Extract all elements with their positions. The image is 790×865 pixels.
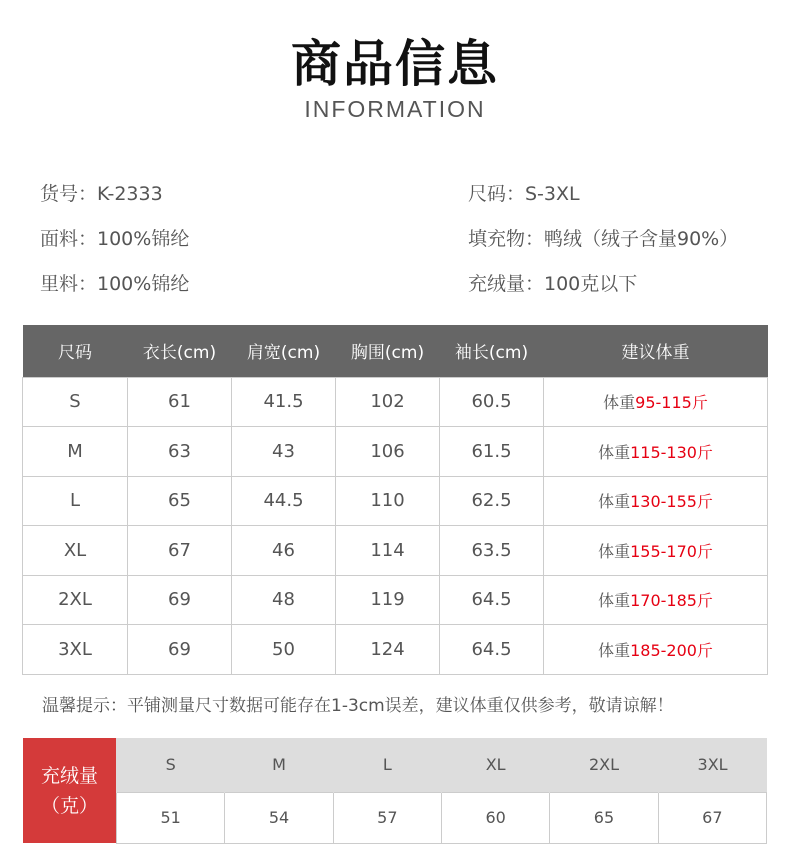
cell-weight bbox=[544, 575, 768, 625]
cell-shoulder: 48 bbox=[232, 575, 336, 625]
cell-length: 67 bbox=[128, 526, 232, 576]
fill-size-header: XL bbox=[441, 738, 549, 792]
cell-size: S bbox=[23, 377, 128, 427]
col-header-size: 尺码 bbox=[23, 325, 128, 377]
fill-value-cell: 67 bbox=[658, 792, 766, 843]
cell-sleeve: 60.5 bbox=[440, 377, 544, 427]
cell-chest: 110 bbox=[336, 476, 440, 526]
fill-value-cell: 65 bbox=[550, 792, 658, 843]
col-header-shoulder: 肩宽(cm) bbox=[232, 325, 336, 377]
cell-shoulder: 41.5 bbox=[232, 377, 336, 427]
fill-value-cell: 57 bbox=[333, 792, 441, 843]
cell-length: 69 bbox=[128, 625, 232, 675]
cell-chest: 119 bbox=[336, 575, 440, 625]
cell-shoulder: 50 bbox=[232, 625, 336, 675]
table-row bbox=[23, 625, 768, 675]
cell-sleeve: 63.5 bbox=[440, 526, 544, 576]
col-header-length: 衣长(cm) bbox=[128, 325, 232, 377]
table-row bbox=[23, 526, 768, 576]
fill-label-line2: （克） bbox=[40, 794, 98, 817]
info-filling: 填充物：鸭绒（绒子含量90%） bbox=[468, 228, 739, 250]
fill-size-header: S bbox=[117, 738, 225, 792]
info-fabric: 面料：100%锦纶 bbox=[40, 228, 190, 250]
weight-prefix: 体重 bbox=[598, 591, 631, 611]
weight-range: 130-155斤 bbox=[630, 492, 713, 512]
cell-chest: 114 bbox=[336, 526, 440, 576]
cell-size: M bbox=[23, 427, 128, 477]
weight-prefix: 体重 bbox=[598, 541, 631, 561]
weight-range: 95-115斤 bbox=[635, 393, 708, 413]
table-row bbox=[23, 476, 768, 526]
weight-prefix: 体重 bbox=[603, 393, 636, 413]
weight-prefix: 体重 bbox=[598, 640, 631, 660]
fill-size-header: 3XL bbox=[658, 738, 766, 792]
cell-weight bbox=[544, 476, 768, 526]
cell-shoulder: 44.5 bbox=[232, 476, 336, 526]
cell-size: L bbox=[23, 476, 128, 526]
cell-sleeve: 64.5 bbox=[440, 625, 544, 675]
cell-chest: 106 bbox=[336, 427, 440, 477]
cell-sleeve: 61.5 bbox=[440, 427, 544, 477]
cell-sleeve: 62.5 bbox=[440, 476, 544, 526]
table-row bbox=[23, 377, 768, 427]
table-row bbox=[23, 427, 768, 477]
weight-range: 185-200斤 bbox=[630, 640, 713, 660]
fill-label-line1: 充绒量 bbox=[40, 764, 98, 787]
fill-value-cell: 51 bbox=[117, 792, 225, 843]
cell-length: 69 bbox=[128, 575, 232, 625]
fill-value-cell: 54 bbox=[225, 792, 333, 843]
page-subtitle: INFORMATION bbox=[304, 96, 486, 122]
fill-size-header: 2XL bbox=[550, 738, 658, 792]
cell-chest: 124 bbox=[336, 625, 440, 675]
cell-chest: 102 bbox=[336, 377, 440, 427]
info-lining: 里料：100%锦纶 bbox=[40, 273, 190, 295]
info-fill-amount: 充绒量：100克以下 bbox=[468, 273, 638, 295]
cell-length: 61 bbox=[128, 377, 232, 427]
size-chart-table bbox=[22, 325, 768, 675]
weight-range: 115-130斤 bbox=[630, 442, 713, 462]
cell-size: 2XL bbox=[23, 575, 128, 625]
cell-size: 3XL bbox=[23, 625, 128, 675]
cell-size: XL bbox=[23, 526, 128, 576]
cell-weight bbox=[544, 377, 768, 427]
cell-weight bbox=[544, 625, 768, 675]
col-header-chest: 胸围(cm) bbox=[336, 325, 440, 377]
table-row bbox=[23, 575, 768, 625]
measurement-tip: 温馨提示：平铺测量尺寸数据可能存在1-3cm误差，建议体重仅供参考，敬请谅解！ bbox=[42, 696, 674, 716]
fill-value-row bbox=[117, 792, 767, 843]
info-size-range: 尺码：S-3XL bbox=[468, 183, 580, 205]
col-header-weight: 建议体重 bbox=[544, 325, 768, 377]
cell-shoulder: 46 bbox=[232, 526, 336, 576]
cell-weight bbox=[544, 526, 768, 576]
col-header-sleeve: 袖长(cm) bbox=[440, 325, 544, 377]
cell-length: 63 bbox=[128, 427, 232, 477]
fill-size-row bbox=[117, 738, 767, 792]
info-item-no: 货号：K-2333 bbox=[40, 183, 163, 205]
weight-range: 155-170斤 bbox=[630, 541, 713, 561]
cell-shoulder: 43 bbox=[232, 427, 336, 477]
fill-size-header: M bbox=[225, 738, 333, 792]
cell-weight bbox=[544, 427, 768, 477]
cell-length: 65 bbox=[128, 476, 232, 526]
size-chart-header-row bbox=[23, 325, 768, 377]
weight-prefix: 体重 bbox=[598, 492, 631, 512]
weight-range: 170-185斤 bbox=[630, 591, 713, 611]
fill-amount-table bbox=[116, 738, 767, 844]
fill-amount-label bbox=[23, 738, 116, 843]
weight-prefix: 体重 bbox=[598, 442, 631, 462]
fill-size-header: L bbox=[333, 738, 441, 792]
cell-sleeve: 64.5 bbox=[440, 575, 544, 625]
fill-value-cell: 60 bbox=[441, 792, 549, 843]
page-title: 商品信息 bbox=[291, 35, 499, 93]
